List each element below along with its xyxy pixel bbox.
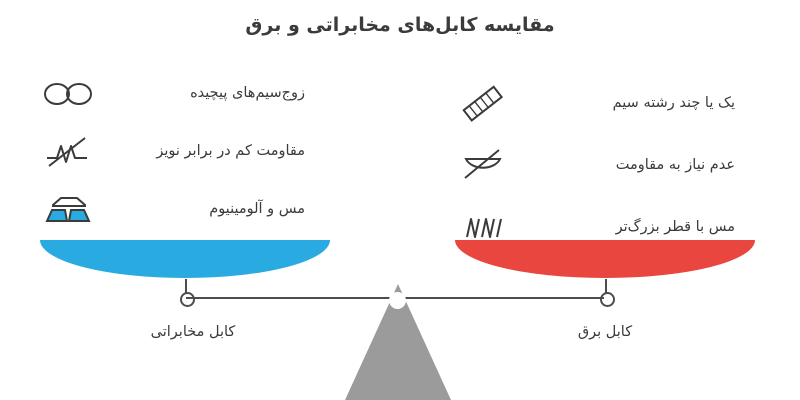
- scale-base-hole: [389, 292, 406, 309]
- feature-label: یک یا چند رشته سیم: [612, 95, 735, 112]
- no-resistance-needed-icon: [455, 144, 511, 188]
- feature-label: مس و آلومینیوم: [209, 201, 305, 218]
- copper-aluminum-bars-icon: [40, 188, 96, 232]
- left-beam-joint: [180, 292, 195, 307]
- feature-label: عدم نیاز به مقاومت: [615, 157, 735, 174]
- right-beam-joint: [600, 292, 615, 307]
- left-pan: [40, 240, 330, 278]
- list-item: [455, 82, 745, 126]
- list-item: [40, 130, 315, 174]
- right-pan: [455, 240, 755, 278]
- page-title: مقایسه کابل‌های مخابراتی و برق: [245, 14, 555, 36]
- list-item: [40, 188, 315, 232]
- twisted-pair-icon: [40, 72, 96, 116]
- feature-label: مس با قطر بزرگ‌تر: [615, 219, 735, 236]
- feature-label: مقاومت کم در برابر نویز: [156, 143, 305, 160]
- scale-base: [345, 284, 451, 400]
- list-item: [40, 72, 315, 116]
- left-side-label: کابل مخابراتی: [150, 324, 236, 340]
- single-or-multi-strand-wire-icon: [455, 82, 511, 126]
- feature-label: زوج‌سیم‌های پیچیده: [190, 85, 305, 102]
- right-side-label: کابل برق: [577, 324, 633, 340]
- left-feature-list: [40, 72, 315, 246]
- balance-scale: [0, 232, 800, 400]
- low-noise-resistance-icon: [40, 130, 96, 174]
- list-item: [455, 144, 745, 188]
